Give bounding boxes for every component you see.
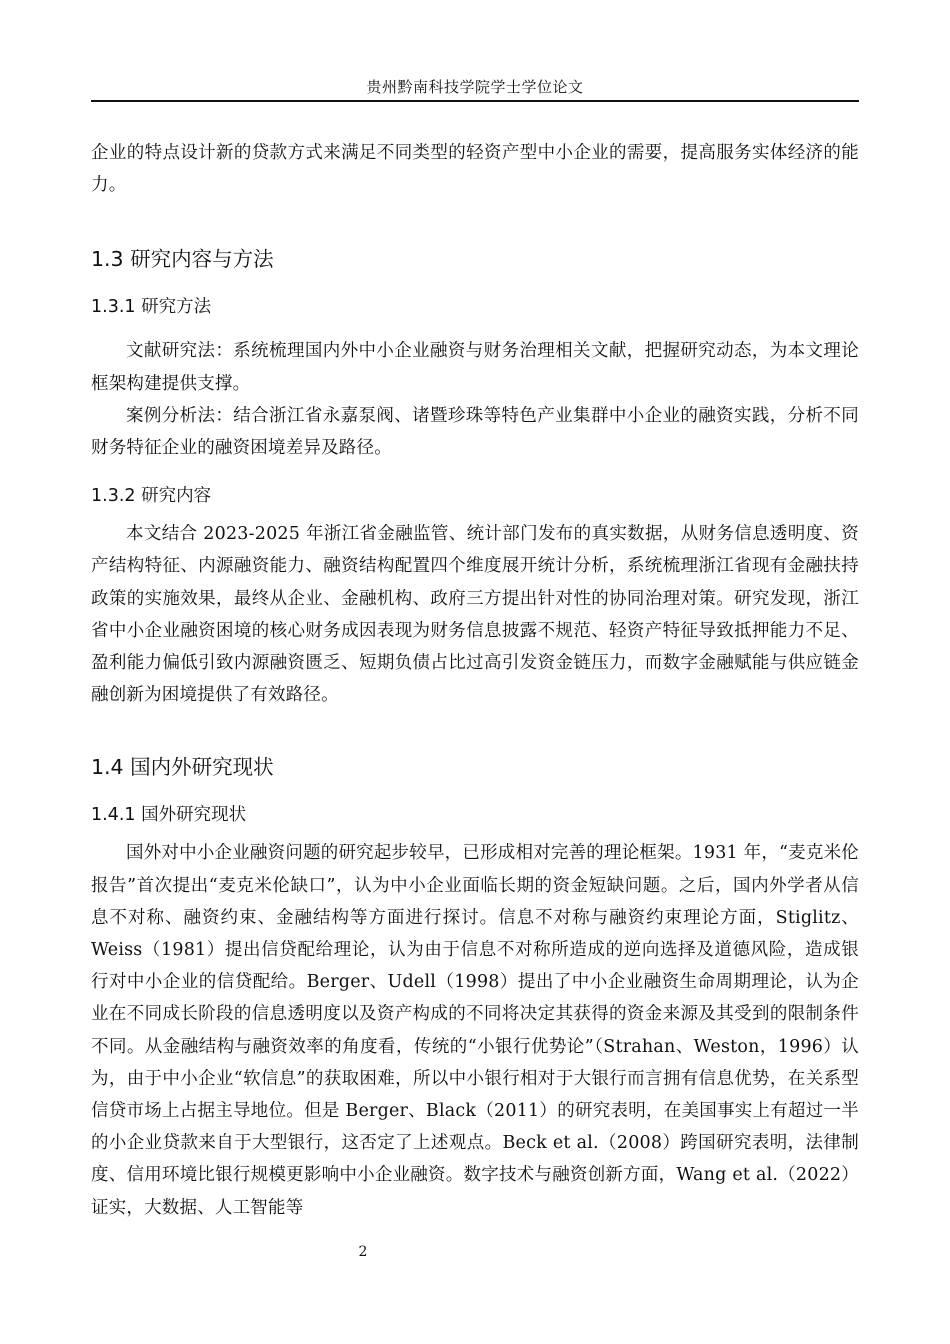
document-page xyxy=(91,0,859,1344)
subsection-heading-1-3-2: 1.3.2 研究内容 xyxy=(91,486,212,507)
subsection-heading-1-4-1: 1.4.1 国外研究现状 xyxy=(91,805,247,826)
section-heading-1-3: 1.3 研究内容与方法 xyxy=(91,247,274,272)
intro-paragraph: 企业的特点设计新的贷款方式来满足不同类型的轻资产型中小企业的需要，提高服务实体经济的能力。 xyxy=(91,143,859,196)
paragraph-case-method: 案例分析法：结合浙江省永嘉泵阀、诸暨珍珠等特色产业集群中小企业的融资实践，分析不同财务特征企业的融资困境差异及路径。 xyxy=(91,405,859,459)
page-number: 2 xyxy=(358,1244,368,1260)
section-heading-1-4: 1.4 国内外研究现状 xyxy=(91,755,274,780)
paragraph-foreign-research: 国外对中小企业融资问题的研究起步较早，已形成相对完善的理论框架。1931 年，“麦克米伦报告”首次提出“麦克米伦缺口”，认为中小企业面临长期的资金短缺问题。之后，国内外学者从信息不对称、融资约束、金融结构等方面进行探讨。信息不对称与融资约束理论方面，Stiglitz、Weiss（1981）提出信贷配给理论，认为由于信息不对称所造成的逆向选择及道德风险，造成银行对中小企业的信贷配给。Berger、Udell（1998）提出了中小企业融资生命周期理论，认为企业在不同成长阶段的信息透明度以及资产构成的不同将决定其获得的资金来源及其受到的限制条件不同。从金融结构与融资效率的角度看，传统的“小银行优势论”（Strahan、Weston，1996）认为，由于中小企业“软信息”的获取困难，所以中小银行相对于大银行而言拥有信息优势，在关系型信贷市场上占据主导地位。但是 Berger、Black（2011）的研究表明，在美国事实上有超过一半的小企业贷款来自于大型银行，这否定了上述观点。Beck et al.（2008）跨国研究表明，法律制度、信用环境比银行规模更影响中小企业融资。数字技术与融资创新方面，Wang et al.（2022）证实，大数据、人工智能等 xyxy=(91,843,859,1218)
running-header: 贵州黔南科技学院学士学位论文 xyxy=(366,78,584,96)
header-rule xyxy=(91,100,859,102)
paragraph-literature-method: 文献研究法：系统梳理国内外中小企业融资与财务治理相关文献，把握研究动态，为本文理论框架构建提供支撑。 xyxy=(91,341,859,394)
page-content xyxy=(91,137,859,1224)
subsection-heading-1-3-1: 1.3.1 研究方法 xyxy=(91,297,212,318)
paragraph-research-content: 本文结合 2023-2025 年浙江省金融监管、统计部门发布的真实数据，从财务信息透明度、资产结构特征、内源融资能力、融资结构配置四个维度展开统计分析，系统梳理浙江省现有金融扶持政策的实施效果，最终从企业、金融机构、政府三方提出针对性的协同治理对策。研究发现，浙江省中小企业融资困境的核心财务成因表现为财务信息披露不规范、轻资产特征导致抵押能力不足、盈利能力偏低引致内源融资匮乏、短期负债占比过高引发资金链压力，而数字金融赋能与供应链金融创新为困境提供了有效路径。 xyxy=(91,524,859,706)
